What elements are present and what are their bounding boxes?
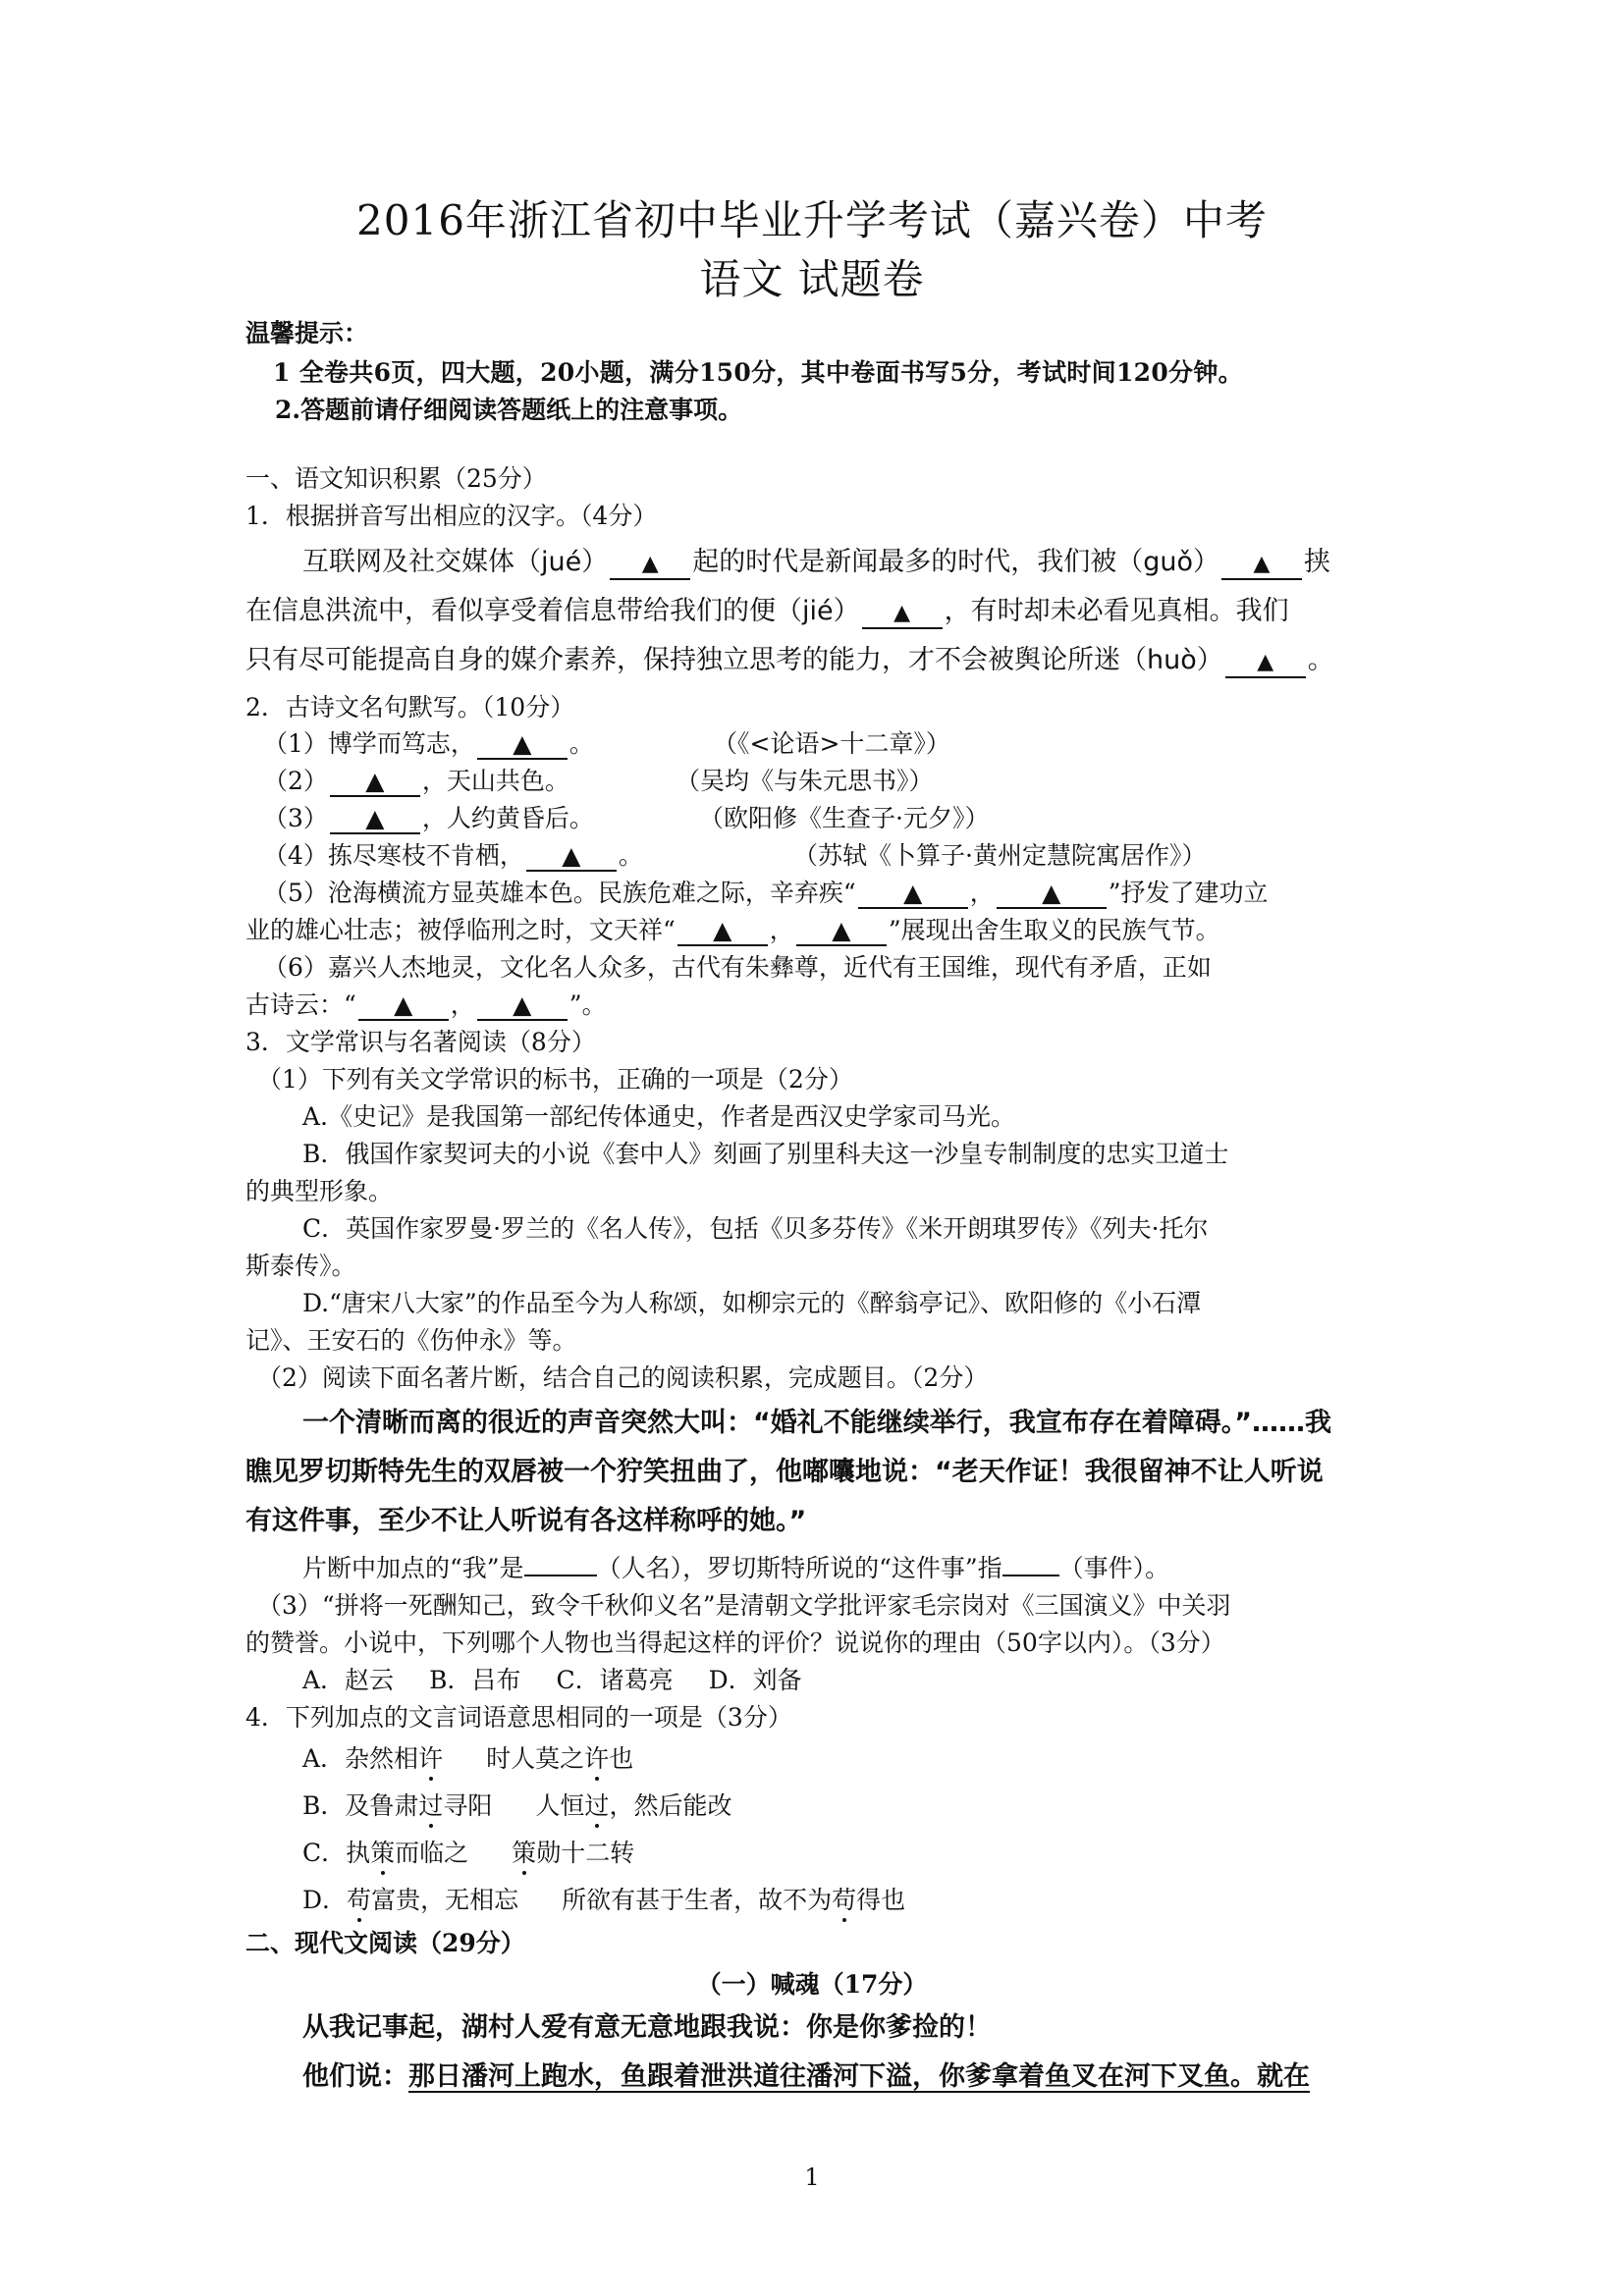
answer-blank[interactable]: [524, 1553, 597, 1576]
q3-stem: 3．文学常识与名著阅读（8分）: [245, 1028, 596, 1056]
reading-1-paragraph-1: 从我记事起，湖村人爱有意无意地跟我说：你是你爹捡的！: [302, 2012, 992, 2043]
q4-stem: 4．下列加点的文言词语意思相同的一项是（3分）: [245, 1703, 792, 1732]
answer-blank[interactable]: ▲: [862, 598, 943, 629]
q2-item-2: （2） ▲ ，天山共色。: [263, 767, 569, 795]
q3-part3-line-1: （3）“拼将一死酬知己，致令千秋仰义名”是清朝文学批评家毛宗岗对《三国演义》中关羽: [257, 1591, 1231, 1620]
answer-blank[interactable]: ▲: [796, 917, 887, 946]
tips-item-1: 1 全卷共6页，四大题，20小题，满分150分，其中卷面书写5分，考试时间120分钟。: [273, 358, 1243, 387]
answer-blank[interactable]: ▲: [1221, 549, 1302, 580]
q4-option-c: C．执策而临之 策勋十二转: [302, 1839, 635, 1867]
reading-1-heading: （一）喊魂（17分）: [696, 1970, 928, 1999]
q2-item-6-line-2: 古诗云：“ ▲ ， ▲ ”。: [245, 990, 607, 1019]
q2-item-2-source: （吴均《与朱元思书》）: [676, 767, 934, 795]
answer-blank[interactable]: ▲: [330, 805, 420, 834]
q3-option-b-line-2: 的典型形象。: [245, 1177, 394, 1205]
q2-item-3-source: （欧阳修《生查子·元夕》）: [699, 804, 990, 832]
q4-option-b: B．及鲁肃过寻阳 人恒过，然后能改: [302, 1791, 732, 1820]
page-number: 1: [804, 2163, 820, 2191]
q1-line-1: 互联网及社交媒体（jué） ▲ 起的时代是新闻最多的时代，我们被（guǒ） ▲ 挟: [302, 545, 1330, 580]
q2-item-4: （4）拣尽寒枝不肯栖， ▲ 。: [263, 841, 643, 870]
q3-part3-line-2: 的赞誉。小说中，下列哪个人物也当得起这样的评价？说说你的理由（50字以内）。（3分）: [245, 1629, 1225, 1657]
answer-blank[interactable]: ▲: [997, 880, 1107, 909]
q1-stem: 1．根据拼音写出相应的汉字。（4分）: [245, 502, 658, 530]
answer-blank[interactable]: ▲: [1225, 647, 1306, 678]
q2-item-3: （3） ▲ ，人约黄昏后。: [263, 804, 594, 832]
q3-option-b-line-1: B．俄国作家契诃夫的小说《套中人》刻画了别里科夫这一沙皇专制制度的忠实卫道士: [302, 1140, 1229, 1168]
q2-stem: 2．古诗文名句默写。（10分）: [245, 693, 575, 721]
q4-option-a: A．杂然相许 时人莫之许也: [302, 1744, 634, 1773]
q4-option-d: D．苟富贵，无相忘 所欲有甚于生者，故不为苟得也: [302, 1886, 906, 1914]
q3-option-d-line-1: D.“唐宋八大家”的作品至今为人称颂，如柳宗元的《醉翁亭记》、欧阳修的《小石潭: [302, 1289, 1202, 1317]
q3-option-d-line-2: 记》、王安石的《伤仲永》等。: [245, 1326, 577, 1355]
q3-part1-stem: （1）下列有关文学常识的标书，正确的一项是（2分）: [257, 1065, 853, 1094]
excerpt-line-3: 有这件事，至少不让人听说有各这样称呼的她。”: [245, 1506, 807, 1536]
answer-blank[interactable]: ▲: [358, 991, 449, 1021]
answer-blank[interactable]: ▲: [610, 549, 690, 580]
exam-subtitle: 语文 试题卷: [699, 255, 925, 303]
excerpt-line-2: 瞧见罗切斯特先生的双唇被一个狞笑扭曲了，他嘟囔地说：“老天作证！我很留神不让人听说: [245, 1457, 1324, 1487]
q2-item-5-line-2: 业的雄心壮志；被俘临刑之时，文天祥“ ▲ ， ▲ ”展现出舍生取义的民族气节。: [245, 916, 1220, 944]
q3-part2-stem: （2）阅读下面名著片断，结合自己的阅读积累，完成题目。（2分）: [257, 1363, 989, 1392]
answer-blank[interactable]: [1002, 1553, 1059, 1576]
tips-item-2: 2.答题前请仔细阅读答题纸上的注意事项。: [275, 396, 743, 424]
answer-blank[interactable]: ▲: [330, 768, 420, 797]
q3-option-c-line-1: C．英国作家罗曼·罗兰的《名人传》，包括《贝多芬传》《米开朗琪罗传》《列夫·托尔: [302, 1214, 1209, 1243]
q3-option-c-line-2: 斯泰传》。: [245, 1252, 356, 1280]
answer-blank[interactable]: ▲: [477, 730, 568, 760]
q3-option-a: A.《史记》是我国第一部纪传体通史，作者是西汉史学家司马光。: [302, 1102, 1016, 1131]
q3-part3-options: A．赵云 B．吕布 C．诸葛亮 D．刘备: [302, 1666, 802, 1694]
section-2-heading: 二、现代文阅读（29分）: [245, 1929, 525, 1957]
answer-blank[interactable]: ▲: [477, 991, 568, 1021]
q1-line-2: 在信息洪流中，看似享受着信息带给我们的便（jié） ▲ ，有时却未必看见真相。我们: [245, 594, 1289, 629]
tips-heading: 温馨提示：: [245, 319, 369, 347]
answer-blank[interactable]: ▲: [526, 842, 617, 872]
q2-item-6-line-1: （6）嘉兴人杰地灵，文化名人众多，古代有朱彝尊，近代有王国维，现代有矛盾，正如: [263, 953, 1212, 982]
answer-blank[interactable]: ▲: [858, 880, 968, 909]
section-1-heading: 一、语文知识积累（25分）: [245, 464, 547, 493]
excerpt-line-1: 一个清晰而离的很近的声音突然大叫：“婚礼不能继续举行，我宣布存在着障碍。”……我: [302, 1408, 1331, 1438]
q2-item-1: （1）博学而笃志， ▲ 。: [263, 729, 594, 758]
reading-1-paragraph-2: 他们说：那日潘河上跑水，鱼跟着泄洪道往潘河下溢，你爹拿着鱼叉在河下叉鱼。就在: [302, 2061, 1310, 2092]
q2-item-5-line-1: （5）沧海横流方显英雄本色。民族危难之际，辛弃疾“ ▲ ， ▲ ”抒发了建功立: [263, 879, 1269, 907]
q2-item-4-source: （苏轼《卜算子·黄州定慧院寓居作》）: [793, 841, 1207, 870]
answer-blank[interactable]: ▲: [677, 917, 768, 946]
exam-title: 2016年浙江省初中毕业升学考试（嘉兴卷）中考: [356, 196, 1268, 244]
q3-part2-question: 片断中加点的“我”是 （人名），罗切斯特所说的“这件事”指 （事件）。: [302, 1554, 1170, 1582]
q2-item-1-source: （《<论语>十二章》）: [713, 729, 950, 758]
q1-line-3: 只有尽可能提高自身的媒介素养，保持独立思考的能力，才不会被舆论所迷（huò） ▲ 。: [245, 643, 1334, 678]
